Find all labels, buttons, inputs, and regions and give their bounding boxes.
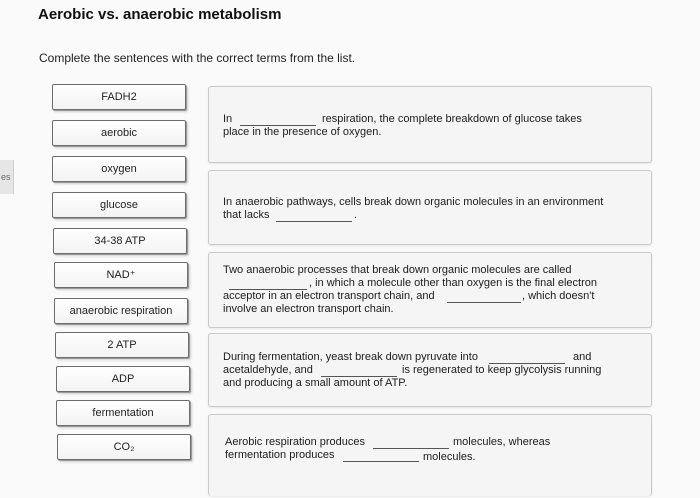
term-tile-fermentation[interactable]: fermentation: [56, 400, 190, 426]
sentence-text: fermentation produces: [225, 449, 335, 461]
sentence-text: During fermentation, yeast break down pyruvate into: [223, 351, 478, 363]
sentence-text: Aerobic respiration produces: [225, 436, 366, 448]
term-tile-anaerobic-respiration[interactable]: anaerobic respiration: [54, 298, 188, 324]
sentence-text: In: [223, 113, 233, 125]
sentence-text: , in which a molecule other than oxygen is the final electron: [309, 277, 597, 289]
sentence-text: is regenerated to keep glycolysis running: [402, 364, 602, 376]
answer-blank[interactable]: [343, 461, 419, 462]
term-tile-glucose[interactable]: glucose: [52, 192, 186, 218]
sentence-text: Two anaerobic processes that break down organic molecules are called: [223, 264, 572, 276]
sentence-box-2: [208, 170, 652, 245]
sentence-text: and producing a small amount of ATP.: [223, 377, 408, 389]
sentence-text: involve an electron transport chain.: [223, 303, 394, 315]
sentence-text: that lacks: [223, 209, 270, 221]
answer-blank[interactable]: [447, 302, 521, 303]
term-tile-nad[interactable]: NAD⁺: [54, 262, 188, 288]
page-title: Aerobic vs. anaerobic metabolism: [38, 6, 282, 23]
term-tile-34-38-atp[interactable]: 34-38 ATP: [53, 228, 187, 254]
sentence-text: molecules.: [423, 451, 476, 463]
sentence-text: , which doesn't: [522, 290, 595, 302]
sentence-text: molecules, whereas: [453, 436, 551, 448]
sentence-text: In anaerobic pathways, cells break down organic molecules in an environment: [223, 196, 604, 208]
sentence-box-3: [208, 252, 652, 328]
instructions-text: Complete the sentences with the correct terms from the list.: [39, 51, 356, 65]
sentence-box-1: [208, 86, 652, 163]
term-tile-adp[interactable]: ADP: [56, 366, 190, 392]
term-tile-oxygen[interactable]: oxygen: [52, 156, 186, 182]
sentence-box-4: [208, 333, 652, 407]
sentence-text: .: [354, 209, 358, 221]
term-tile-2-atp[interactable]: 2 ATP: [55, 332, 189, 358]
term-tile-aerobic[interactable]: aerobic: [52, 120, 186, 146]
answer-blank[interactable]: [276, 221, 352, 222]
sentence-text: acetaldehyde, and: [223, 364, 313, 376]
sentence-box-5: [208, 414, 652, 496]
sentence-text: place in the presence of oxygen.: [223, 126, 382, 138]
term-tile-fadh2[interactable]: FADH2: [52, 84, 186, 110]
sentence-text: and: [573, 351, 592, 363]
side-panel-tab[interactable]: es: [0, 160, 14, 194]
sentence-text: respiration, the complete breakdown of glucose takes: [322, 113, 582, 125]
term-tile-co2[interactable]: CO₂: [57, 434, 191, 460]
sentence-text: acceptor in an electron transport chain, and: [223, 290, 435, 302]
answer-blank[interactable]: [373, 448, 449, 449]
